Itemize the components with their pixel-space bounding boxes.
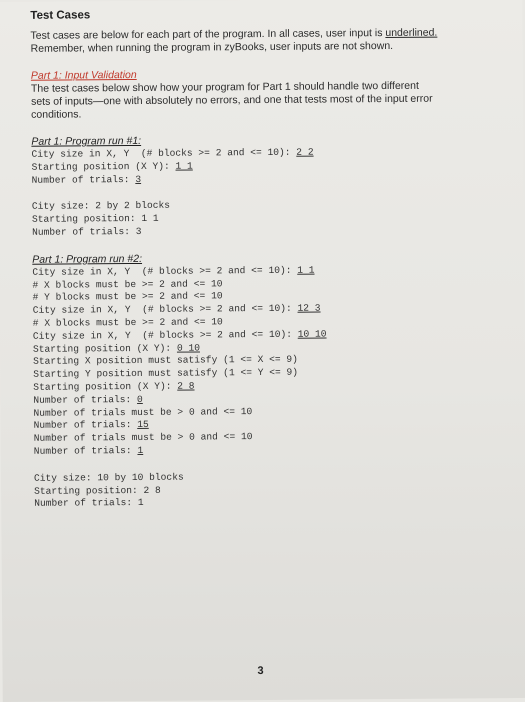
user-input: 0 10 xyxy=(176,342,200,354)
run2-session xyxy=(32,263,493,459)
user-input: 1 xyxy=(137,444,144,456)
prompt-text: Number of trials: xyxy=(33,419,138,432)
prompt-text: Starting position (X Y): xyxy=(31,160,176,173)
page-number: 3 xyxy=(257,665,264,678)
output-line: Number of trials: 3 xyxy=(32,225,142,238)
user-input: 3 xyxy=(135,173,142,185)
validation-description xyxy=(31,79,491,122)
prompt-text: # X blocks must be >= 2 and <= 10 xyxy=(32,316,223,329)
validation-line: sets of inputs—one with absolutely no errors, and one that tests most of the input error xyxy=(30,92,433,108)
run1-heading: Part 1: Program run #1: xyxy=(31,134,142,148)
user-input: 0 xyxy=(136,393,143,405)
validation-line: The test cases below show how your program for Part 1 should handle two different xyxy=(30,79,419,95)
intro-underlined-word: underlined. xyxy=(385,26,438,40)
prompt-text: Number of trials must be > 0 and <= 10 xyxy=(33,405,253,419)
prompt-text: City size in X, Y (# blocks >= 2 and <= 10): xyxy=(32,264,298,278)
output-line: City size: 2 by 2 blocks xyxy=(31,200,171,213)
prompt-text: Starting X position must satisfy (1 <= X <= 9) xyxy=(33,354,298,368)
page-title: Test Cases xyxy=(30,9,91,22)
user-input: 2 8 xyxy=(177,380,195,392)
output-line: Starting position: 2 8 xyxy=(34,484,161,497)
user-input: 12 3 xyxy=(297,302,321,314)
run1-output xyxy=(32,198,492,240)
user-input: 1 1 xyxy=(297,264,315,276)
output-line: Starting position: 1 1 xyxy=(31,212,159,225)
prompt-text: City size in X, Y (# blocks >= 2 and <= 10): xyxy=(32,302,298,316)
output-line: City size: 10 by 10 blocks xyxy=(33,471,184,484)
user-input: 2 2 xyxy=(296,146,314,158)
run2-heading: Part 1: Program run #2: xyxy=(32,252,143,266)
user-input: 1 1 xyxy=(175,160,193,172)
prompt-text: Starting Y position must satisfy (1 <= Y <= 9) xyxy=(33,366,299,380)
intro-line-2: Remember, when running the program in zyBooks, user inputs are not shown. xyxy=(30,39,394,55)
prompt-text: Number of trials: xyxy=(31,173,136,186)
prompt-text: Number of trials: xyxy=(33,444,138,457)
prompt-text: Number of trials must be > 0 and <= 10 xyxy=(33,431,253,444)
prompt-text: # Y blocks must be >= 2 and <= 10 xyxy=(32,290,223,304)
page-content xyxy=(30,6,494,511)
prompt-text: # X blocks must be >= 2 and <= 10 xyxy=(32,277,223,291)
prompt-text: Number of trials: xyxy=(33,393,138,406)
intro-line-1-text: Test cases are below for each part of the program. In all cases, user input is xyxy=(30,27,386,42)
prompt-text: City size in X, Y (# blocks >= 2 and <= 10): xyxy=(31,146,297,160)
validation-line: conditions. xyxy=(31,108,82,121)
run2-output xyxy=(34,469,494,511)
run1-session xyxy=(31,145,491,187)
output-line: Number of trials: 1 xyxy=(34,497,144,510)
user-input: 15 xyxy=(137,419,149,431)
prompt-text: Starting position (X Y): xyxy=(32,342,177,355)
part1-validation-heading: Part 1: Input Validation xyxy=(30,68,137,82)
user-input: 10 10 xyxy=(297,328,327,340)
prompt-text: Starting position (X Y): xyxy=(33,380,178,393)
prompt-text: City size in X, Y (# blocks >= 2 and <= 10): xyxy=(32,328,298,342)
